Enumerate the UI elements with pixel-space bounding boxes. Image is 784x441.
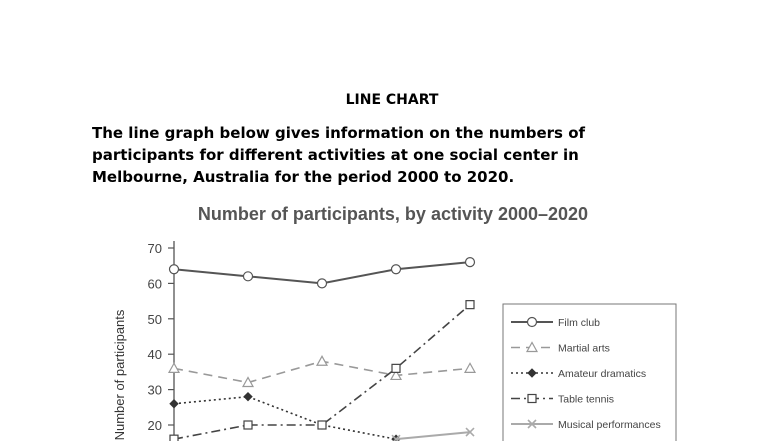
data-point — [318, 279, 327, 288]
series-film-club — [170, 258, 475, 288]
data-point — [318, 421, 326, 429]
data-point — [317, 356, 327, 365]
series-martial-arts — [169, 356, 475, 386]
intro-line: Melbourne, Australia for the period 2000 to 2020. — [92, 168, 515, 186]
y-tick-label: 30 — [147, 382, 162, 398]
chart-title: Number of participants, by activity 2000–2020 — [197, 204, 589, 224]
intro-line: participants for different activities at one social center in — [92, 146, 579, 164]
series-musical-performances — [392, 428, 474, 441]
intro-line: The line graph below gives information on the numbers of — [92, 124, 586, 142]
legend-label: Musical performances — [558, 419, 661, 431]
data-point — [170, 400, 178, 408]
data-point — [170, 265, 179, 274]
data-point — [244, 272, 253, 281]
series-table-tennis — [170, 301, 474, 441]
y-tick-label: 70 — [147, 241, 162, 256]
data-point — [169, 363, 179, 372]
y-tick-label: 50 — [147, 311, 162, 327]
data-point — [466, 258, 475, 267]
data-point — [244, 421, 252, 429]
series-amateur-dramatics — [170, 393, 400, 441]
data-point — [528, 318, 537, 327]
data-point — [392, 364, 400, 372]
data-point — [392, 265, 401, 274]
y-tick-label: 20 — [147, 418, 162, 433]
series-line — [396, 432, 470, 439]
legend-label: Amateur dramatics — [558, 368, 647, 380]
data-point — [528, 395, 536, 403]
y-tick-label: 40 — [147, 347, 162, 363]
data-point — [170, 435, 178, 441]
page-heading: LINE CHART — [345, 92, 439, 108]
legend-label: Film club — [558, 317, 601, 329]
data-point — [465, 363, 475, 372]
legend-label: Table tennis — [558, 393, 615, 406]
y-axis-label: Number of participants — [112, 309, 127, 441]
y-tick-label: 60 — [147, 276, 162, 292]
legend-label: Martial arts — [558, 342, 610, 355]
data-point — [466, 301, 474, 309]
data-point — [244, 393, 252, 401]
